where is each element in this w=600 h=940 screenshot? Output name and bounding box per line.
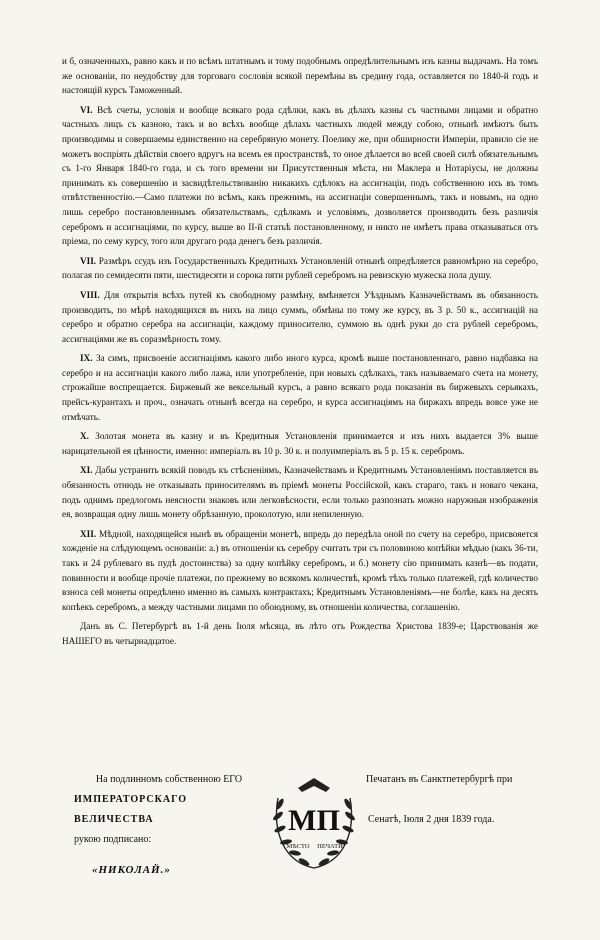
imprint-line-1: Печатанъ въ Санктпетербургѣ при [366, 774, 513, 785]
decree-paragraph [62, 254, 538, 283]
paragraph-text: Размѣръ ссудъ изъ Государственныхъ Кредитныхъ Установленій отнынѣ опредѣляется равномѣрно на серебро, полагая по семидесяти пяти, шестидесяти и сорока пяти рублей серебромъ на ревизскую мужеска пола душу. [62, 255, 538, 281]
seal-text-left: МѢСТО [286, 843, 310, 850]
imprint-block [366, 770, 546, 830]
paragraph-text: Мѣдной, находящейся нынѣ въ обращеніи монетѣ, впредь до передѣла оной по счету на серебро, присвояется хожденіе на слѣдующемъ основаніи: а.) въ отношеніи къ серебру считать три съ половиною копѣйки мѣдью (какъ 36-ти, такъ и 24 рублеваго въ пудѣ достоинства) за одну копѣйку серебромъ, и б.) монету сію принимать казнѣ—въ подати, повинности и вообще прочіе платежи, по прежнему во всякомъ количествѣ, кромѣ тѣхъ только платежей, гдѣ количество взноса сей монеты опредѣлено именно въ самыхъ контрактахъ; Кредитнымъ Установленіямъ—не болѣе, какъ на десять копѣекъ серебромъ, а между частными лицами по обоюдному, въ отношеніи количества, соглашенію. [62, 528, 538, 612]
decree-paragraph [62, 463, 538, 521]
imprint-line-2: Сенатѣ, Іюля 2 дня 1839 года. [368, 814, 495, 825]
paragraph-text: и б, означенныхъ, равно какъ и по всѣмъ штатнымъ и тому подобнымъ опредѣлительнымъ изъ казны выдачамъ. На томъ же основаніи, по неудобству для торговаго сословія всякой перемѣны въ средину года, оставляется по 1840-й годъ и настоящій курсъ Таможенный. [62, 56, 538, 96]
footer [0, 768, 600, 888]
decree-paragraph [62, 288, 538, 346]
paragraph-text: Данъ въ С. Петербургѣ въ 1-й день Іюля мѣсяца, въ лѣто отъ Рождества Христова 1839-е; Царствованія же НАШЕГО въ четырнадцатое. [62, 621, 538, 646]
decree-body [62, 54, 538, 649]
paragraph-text: Дабы устранить всякій поводъ къ стѣсненіямъ, Казначействамъ и Кредитнымъ Установленіямъ поставляется въ обязанность отнюдь не отказывать приносителямъ въ пріемѣ монеты Россійской, какъ стараго, такъ и новаго чекана, подъ однимъ предлогомъ неясности знаковъ или легковѣсности, если только разпознать можно наружныя изображенія ея, возвращая одну лишь монету обрѣзанную, проколотую, или непиленную. [62, 465, 539, 520]
decree-paragraph [62, 619, 538, 648]
article-numeral: IX. [80, 353, 93, 364]
paragraph-text: За симъ, присвоеніе ассигнаціямъ какого либо иного курса, кромѣ выше постановленнаго, равно надбавка на серебро и на ассигнаціи какого либо лажа, или употребленіе, при новыхъ сдѣлкахъ, такъ называемаго счета на монету, строжайше воспрещается. Биржевый же вексельный курсъ, а равно всякаго рода показанія въ биржевыхъ серьякахъ, прейсъ-курантахъ и проч., означать отнынѣ всегда на серебро, и курса ассигнаціямъ на биржахъ впредь вовсе уже не отмѣчать. [62, 353, 539, 422]
decree-paragraph [62, 103, 538, 249]
signature-line-1: На подлинномъ собственною ЕГО [95, 774, 243, 785]
decree-paragraph [62, 527, 538, 615]
paragraph-text: Всѣ счеты, условія и вообще всякаго рода сдѣлки, какъ въ дѣлахъ казны съ частными лицами и обратно частныхъ лицъ съ казною, такъ и во всѣхъ вообще дѣлахъ частныхъ людей между собою, отнынѣ имѣютъ быть производимы и совершаемы единственно на серебряную монету. Поелику же, при обширности Имперіи, правило сіе не можетъ воспріять дѣйствія своего вдругъ на всемъ ея пространствѣ, то оное дѣлается во всей своей силѣ обязательнымъ съ 1-го Января 1840-го года, и съ того времени ни Присутственныя мѣста, ни Маклера и Нотаріусы, не должны принимать къ совершенію и засвидѣтельствованію никакихъ сдѣлокъ на ассигнаціи, подъ собственною ихъ въ томъ отвѣтственностію.—Само платежи по всѣмъ, какъ прежнимъ, на ассигнаціи совершеннымъ, такъ и новымъ, на одно лишь серебро постановленнымъ обязательствамъ, сдѣлкамъ и условіямъ, дозволяется производить безъ различія серебромъ и ассигнаціями, по курсу, выше во II-й статьѣ постановленному, и никто не имѣетъ права отказываться отъ пріема, по сему курсу, того или другаго рода денегъ безъ различія. [62, 104, 539, 247]
paragraph-text: Золотая монета въ казну и въ Кредитныя Установленія принимается и изъ нихъ выдается 3% выше нарицательной ея цѣнности, именно: имперіалъ въ 10 р. 30 к. и полуимперіалъ въ 5 р. 15 к. серебромъ. [62, 431, 538, 456]
article-numeral: VII. [80, 255, 97, 266]
article-numeral: XII. [80, 528, 97, 539]
article-numeral: VI. [80, 104, 93, 115]
decree-paragraph [62, 351, 538, 424]
article-numeral: VIII. [80, 289, 100, 300]
signature-name: «НИКОЛАЙ.» [92, 864, 171, 876]
paragraph-text: Для открытія всѣхъ путей къ свободному размѣну, вмѣняется Уѣзднымъ Казначействамъ въ обязанность производить, по мѣрѣ находящихся въ нихъ на лицо суммъ, обмѣны по тому же курсу, въ 3 р. 50 к., ассигнацій на серебро и обратно серебра на ассигнаціи, каждому приносителю, суммою въ однѣ руки до ста рублей серебромъ, ассигнаціями же въ соразмѣрность тому. [62, 289, 538, 344]
signature-block [74, 770, 264, 880]
decree-paragraph [62, 429, 538, 458]
article-numeral: XI. [80, 465, 93, 476]
decree-paragraph [62, 54, 538, 98]
seal-text-right: ПЕЧАТИ [317, 843, 343, 850]
seal-letters: МП [288, 804, 340, 837]
laurel-wreath-seal-icon [268, 768, 360, 874]
signature-line-3: рукою подписано: [74, 834, 152, 845]
signature-line-2: ИМПЕРАТОРСКАГО ВЕЛИЧЕСТВА [74, 794, 187, 825]
article-numeral: X. [80, 431, 89, 442]
